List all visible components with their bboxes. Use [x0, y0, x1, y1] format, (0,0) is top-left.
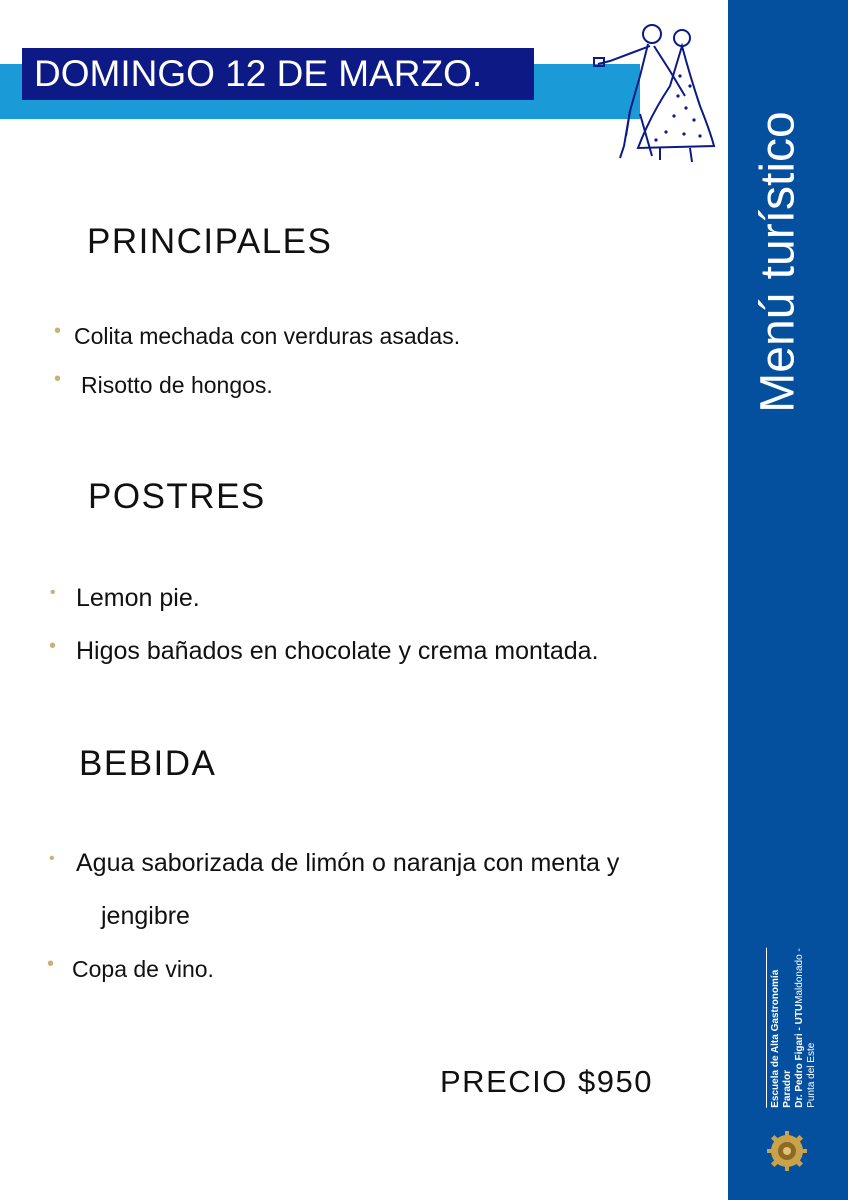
list-item: • Colita mechada con verduras asadas.	[54, 320, 461, 349]
school-gear-emblem	[766, 1130, 808, 1172]
date-banner: DOMINGO 12 DE MARZO.	[22, 48, 534, 100]
postres-heading: POSTRES	[88, 477, 266, 516]
item-continuation: jengibre	[101, 902, 190, 930]
list-item: • Lemon pie.	[50, 584, 200, 612]
item-text: Copa de vino.	[72, 956, 214, 982]
item-text: Risotto de hongos.	[81, 372, 273, 398]
list-item: • Higos bañados en chocolate y crema montada.	[49, 635, 599, 665]
school-credit	[766, 948, 818, 1108]
school-city-line: Punta del Este	[806, 1042, 817, 1108]
item-text: Colita mechada con verduras asadas.	[74, 323, 461, 349]
list-item: • Agua saborizada de limón o naranja con menta y	[49, 849, 620, 877]
school-location-line: Maldonado -	[794, 948, 805, 1004]
principales-heading: PRINCIPALES	[87, 222, 333, 261]
school-name-line: Escuela de Alta Gastronomía	[770, 969, 781, 1108]
item-text: Higos bañados en chocolate y crema montada.	[76, 637, 599, 665]
price: PRECIO $950	[440, 1064, 653, 1099]
item-text: Agua saborizada de limón o naranja con menta y	[76, 849, 620, 877]
school-parador-line: Parador	[782, 1069, 793, 1108]
sidebar-title: Menú turístico	[751, 111, 805, 413]
item-text: Lemon pie.	[76, 584, 200, 612]
bebida-heading: BEBIDA	[79, 744, 217, 783]
dancing-couple-illustration	[590, 16, 720, 166]
list-item: • Risotto de hongos.	[54, 368, 273, 398]
school-figari-line: Dr. Pedro Figari - UTU	[794, 1003, 805, 1108]
list-item: • Copa de vino.	[47, 953, 214, 982]
